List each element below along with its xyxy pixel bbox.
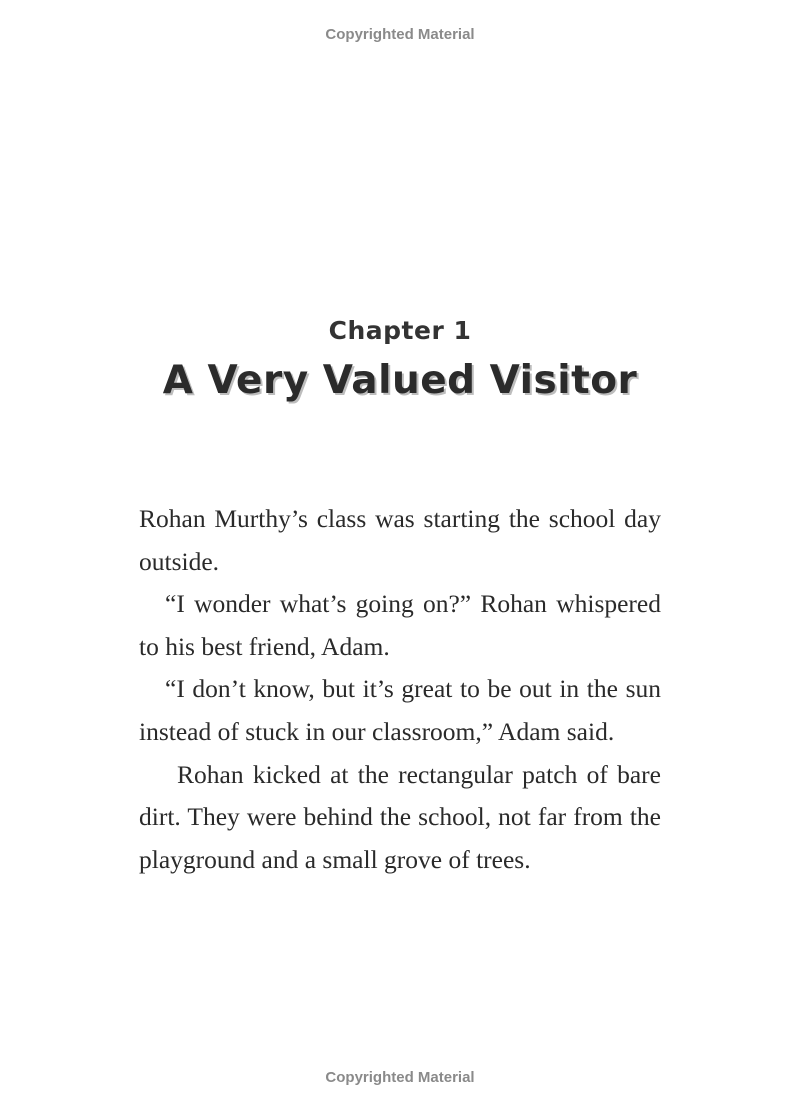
copyright-watermark-bottom: Copyrighted Material bbox=[325, 1069, 475, 1086]
chapter-title: A Very Valued Visitor bbox=[162, 358, 638, 403]
paragraph-2: “I wonder what’s going on?” Rohan whispered to his best friend, Adam. bbox=[139, 589, 661, 661]
chapter-body bbox=[139, 498, 661, 881]
copyright-watermark-top: Copyrighted Material bbox=[325, 26, 475, 43]
paragraph-3: “I don’t know, but it’s great to be out in the sun instead of stuck in our classroom,” Adam said. bbox=[139, 674, 661, 746]
paragraph-4: Rohan kicked at the rectangular patch of bare dirt. They were behind the school, not far from the playground and a small grove of trees. bbox=[139, 759, 661, 874]
paragraph-1: Rohan Murthy’s class was starting the school day outside. bbox=[139, 504, 661, 576]
chapter-number: Chapter 1 bbox=[328, 316, 472, 345]
